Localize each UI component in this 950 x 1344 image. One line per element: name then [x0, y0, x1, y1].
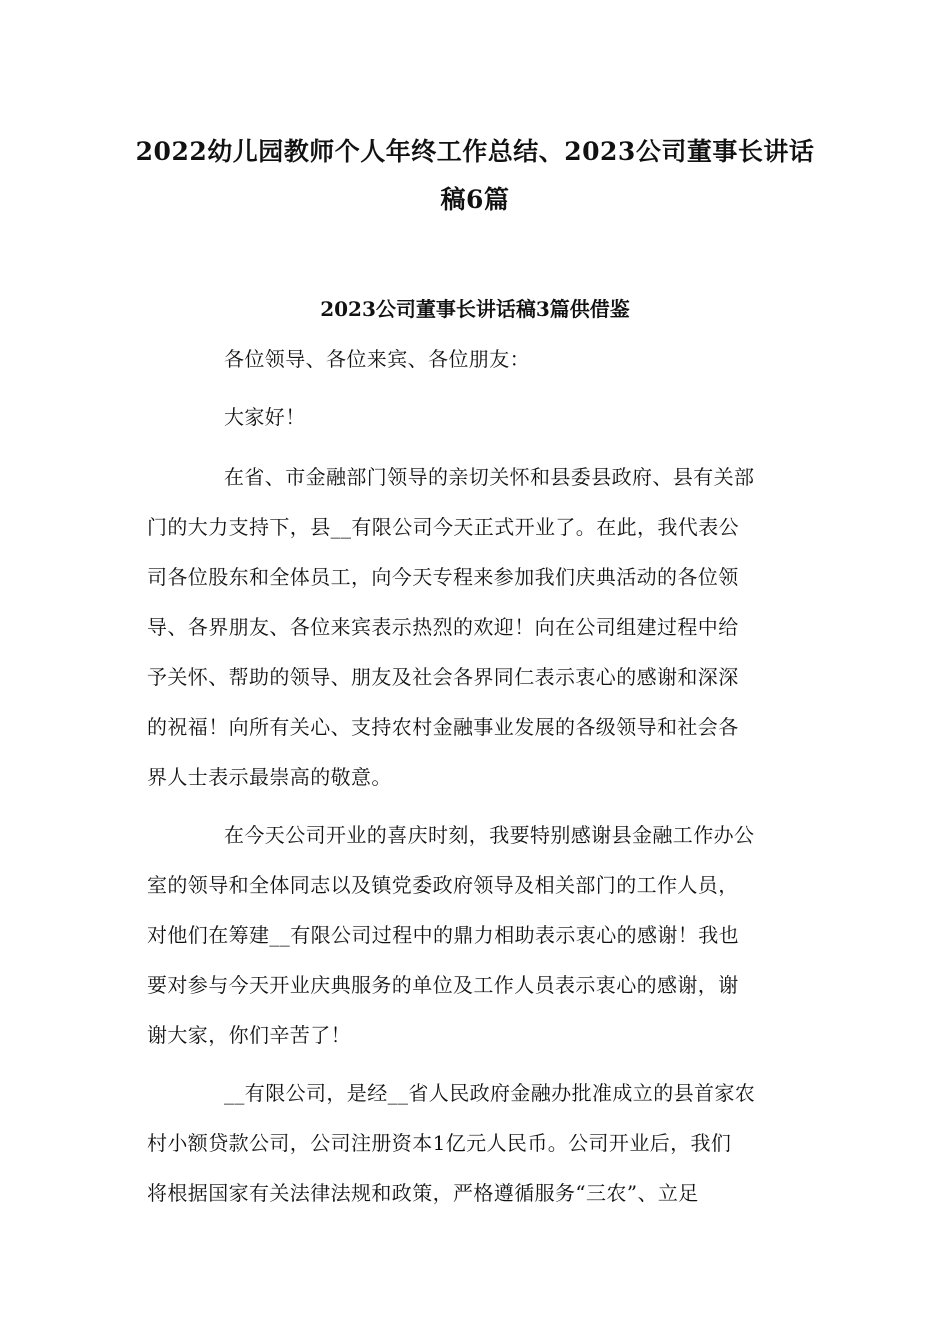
paragraph-2-line-2: 室的领导和全体同志以及镇党委政府领导及相关部门的工作人员，	[147, 873, 739, 897]
document-title-line-1: 2022幼儿园教师个人年终工作总结、2023公司董事长讲话	[135, 137, 815, 166]
document-title	[120, 128, 830, 224]
paragraph-1-line-7: 界人士表示最崇高的敬意。	[147, 765, 392, 789]
paragraph-1-line-5: 予关怀、帮助的领导、朋友及社会各界同仁表示衷心的感谢和深深	[147, 665, 739, 689]
paragraph-2-line-4: 要对参与今天开业庆典服务的单位及工作人员表示衷心的感谢，谢	[147, 973, 739, 997]
document-title-line-2: 稿6篇	[440, 185, 510, 214]
paragraph-1-line-4: 导、各界朋友、各位来宾表示热烈的欢迎！向在公司组建过程中给	[147, 615, 739, 639]
paragraph-1-line-1: 在省、市金融部门领导的亲切关怀和县委县政府、县有关部	[224, 465, 755, 489]
paragraph-1-line-2: 门的大力支持下，县__有限公司今天正式开业了。在此，我代表公	[147, 515, 739, 539]
paragraph-1-line-6: 的祝福！向所有关心、支持农村金融事业发展的各级领导和社会各	[147, 715, 739, 739]
paragraph-2-line-3: 对他们在筹建__有限公司过程中的鼎力相助表示衷心的感谢！我也	[147, 923, 739, 947]
paragraph-3-line-2: 村小额贷款公司，公司注册资本1亿元人民币。公司开业后，我们	[147, 1131, 732, 1155]
greeting-line: 大家好！	[224, 405, 306, 429]
paragraph-2-line-5: 谢大家，你们辛苦了！	[147, 1023, 351, 1047]
paragraph-3-line-3: 将根据国家有关法律法规和政策，严格遵循服务“三农”、立足	[147, 1181, 699, 1205]
paragraph-3-line-1: __有限公司，是经__省人民政府金融办批准成立的县首家农	[224, 1081, 756, 1105]
section-title: 2023公司董事长讲话稿3篇供借鉴	[320, 297, 630, 321]
salutation-line: 各位领导、各位来宾、各位朋友：	[224, 347, 530, 371]
paragraph-2-line-1: 在今天公司开业的喜庆时刻，我要特别感谢县金融工作办公	[224, 823, 755, 847]
paragraph-1-line-3: 司各位股东和全体员工，向今天专程来参加我们庆典活动的各位领	[147, 565, 739, 589]
